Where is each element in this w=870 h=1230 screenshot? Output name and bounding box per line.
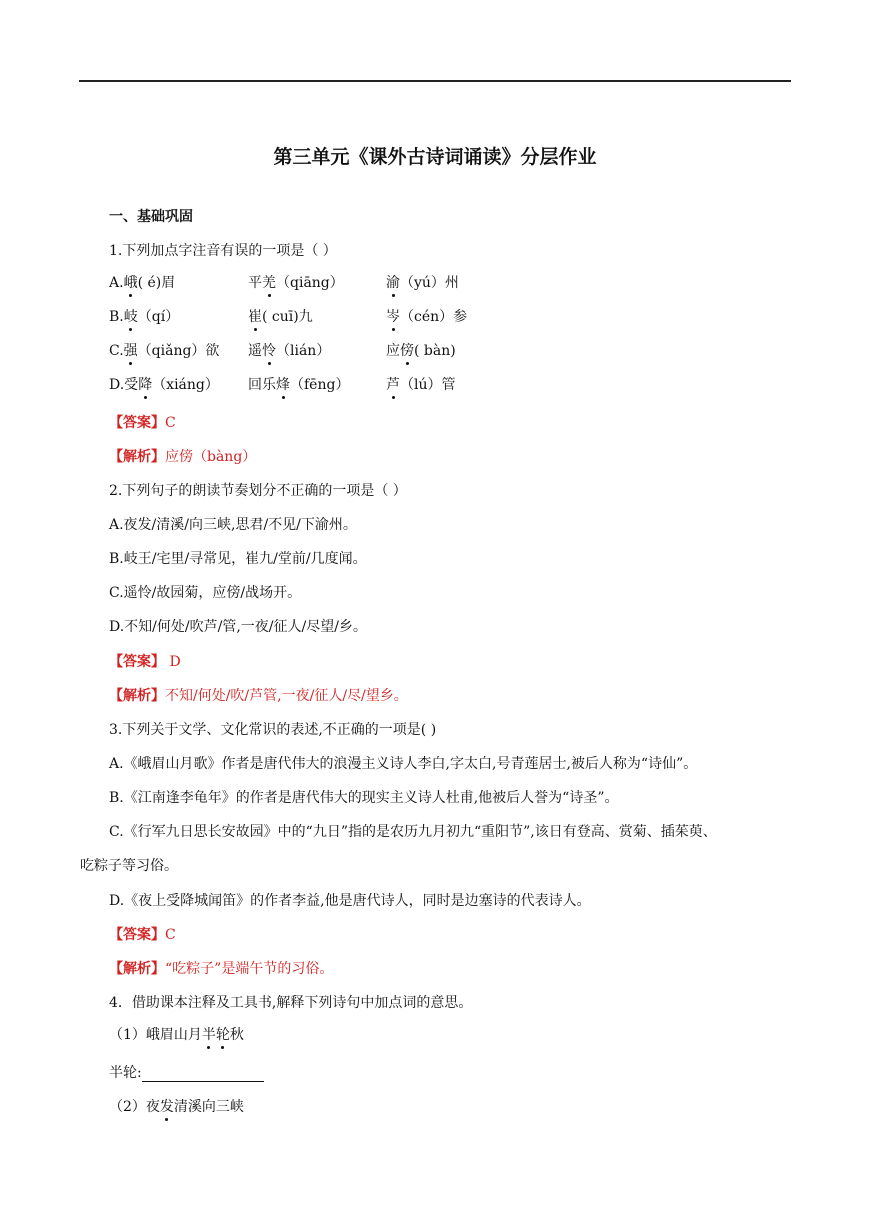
text: ( bàn) <box>414 343 456 359</box>
dotted-char: 崔 <box>248 309 262 325</box>
text: 应 <box>386 343 400 359</box>
text: ( cuī)九 <box>262 309 313 325</box>
q1-option-b-3 <box>386 308 467 326</box>
q1-option-b-1 <box>109 308 179 326</box>
text: （1）峨眉山月 <box>109 1027 202 1043</box>
q2-answer <box>109 653 181 671</box>
text: C. <box>109 343 124 359</box>
q1-option-a-1 <box>109 274 175 292</box>
analysis-tag: 【解析】 <box>109 688 165 704</box>
dotted-char: 渝 <box>386 275 400 291</box>
analysis-tag: 【解析】 <box>109 961 165 977</box>
dotted-char: 峨 <box>123 275 138 291</box>
text: （xiáng） <box>152 377 219 393</box>
q1-option-c-1 <box>109 342 219 360</box>
text: A. <box>109 275 124 291</box>
q1-option-b-2 <box>248 308 313 326</box>
q1-option-d-2 <box>248 376 349 394</box>
answer-blank[interactable] <box>142 1067 264 1082</box>
text: （lián） <box>276 343 331 359</box>
q2-option-b: B.岐王/宅里/寻常见，崔九/堂前/几度闻。 <box>109 551 367 567</box>
dotted-char: 岑 <box>386 309 400 325</box>
text: （fēng） <box>290 377 350 393</box>
blank-label: 半轮: <box>109 1065 142 1081</box>
q1-option-d-1 <box>109 376 219 394</box>
q1-option-c-2 <box>248 342 330 360</box>
dotted-char: 芦 <box>386 377 400 393</box>
text: 回乐 <box>248 377 276 393</box>
q3-option-a: A.《峨眉山月歌》作者是唐代伟大的浪漫主义诗人李白,字太白,号青莲居士,被后人称为“诗仙”。 <box>109 756 698 772</box>
text: ( é)眉 <box>137 275 176 291</box>
q4-item-2 <box>109 1098 244 1116</box>
text: （lú）管 <box>400 377 456 393</box>
analysis-tag: 【解析】 <box>109 449 165 465</box>
q3-option-d: D.《夜上受降城闻笛》的作者李益,他是唐代诗人，同时是边塞诗的代表诗人。 <box>109 893 591 909</box>
dotted-char: 岐 <box>123 309 138 325</box>
dotted-char: 半 <box>201 1027 216 1043</box>
q2-option-d: D.不知/何处/吹芦/管,一夜/征人/尽望/乡。 <box>109 619 367 635</box>
text: B. <box>109 309 124 325</box>
dotted-char: 烽 <box>276 377 290 393</box>
text: （qiāng） <box>276 275 344 291</box>
q1-option-c-3 <box>386 342 456 360</box>
answer-value: C <box>165 927 176 943</box>
analysis-text: “吃粽子”是端午节的习俗。 <box>165 961 334 977</box>
q3-answer <box>109 926 176 944</box>
text: （qiǎng）欲 <box>137 343 220 359</box>
header-rule <box>79 80 791 82</box>
dotted-char: 降 <box>138 377 153 393</box>
analysis-text: 应傍（bàng） <box>165 449 257 465</box>
q2-analysis <box>109 687 408 705</box>
q4-stem: 4．借助课本注释及工具书,解释下列诗句中加点词的意思。 <box>109 995 473 1011</box>
q3-option-c-continued: 吃粽子等习俗。 <box>80 858 178 874</box>
q1-analysis <box>109 448 256 466</box>
q4-item-1 <box>109 1026 244 1044</box>
q2-stem: 2.下列句子的朗读节奏划分不正确的一项是（ ） <box>109 483 407 499</box>
text: 平 <box>248 275 262 291</box>
q1-option-a-3 <box>386 274 459 292</box>
text: （2）夜 <box>109 1099 160 1115</box>
text: （cén）参 <box>400 309 468 325</box>
q3-analysis <box>109 960 333 978</box>
text: （qí） <box>137 309 180 325</box>
dotted-char: 傍 <box>400 343 414 359</box>
q3-option-c: C.《行军九日思长安故园》中的“九日”指的是农历九月初九“重阳节”,该日有登高、赏菊、插茱萸、 <box>109 824 717 840</box>
q2-option-a: A.夜发/清溪/向三峡,思君/不见/下渝州。 <box>109 517 357 533</box>
dotted-char: 怜 <box>262 343 276 359</box>
answer-tag: 【答案】 <box>109 415 165 431</box>
dotted-char: 强 <box>123 343 138 359</box>
text: 遥 <box>248 343 262 359</box>
q1-answer <box>109 414 176 432</box>
text: 秋 <box>229 1027 244 1043</box>
page-title: 第三单元《课外古诗词诵读》分层作业 <box>273 146 597 168</box>
q1-stem: 1.下列加点字注音有误的一项是（ ） <box>109 243 337 259</box>
dotted-char: 发 <box>159 1099 174 1115</box>
q2-option-c: C.遥怜/故园菊，应傍/战场开。 <box>109 585 302 601</box>
text: D.受 <box>109 377 139 393</box>
answer-tag: 【答案】 <box>109 927 165 943</box>
dotted-char: 羌 <box>262 275 276 291</box>
q1-option-a-2 <box>248 274 344 292</box>
answer-value: D <box>165 654 181 670</box>
dotted-char: 轮 <box>215 1027 230 1043</box>
q1-option-d-3 <box>386 376 456 394</box>
text: 清溪向三峡 <box>173 1099 244 1115</box>
answer-tag: 【答案】 <box>109 654 165 670</box>
answer-value: C <box>165 415 176 431</box>
text: （yú）州 <box>400 275 459 291</box>
q3-stem: 3.下列关于文学、文化常识的表述,不正确的一项是( ) <box>109 722 437 738</box>
q4-item-1-answer-line <box>109 1064 264 1082</box>
section-heading: 一、基础巩固 <box>109 209 193 225</box>
analysis-text: 不知/何处/吹/芦管,一夜/征人/尽/望乡。 <box>165 688 408 704</box>
q3-option-b: B.《江南逢李龟年》的作者是唐代伟大的现实主义诗人杜甫,他被后人誉为“诗圣”。 <box>109 790 619 806</box>
